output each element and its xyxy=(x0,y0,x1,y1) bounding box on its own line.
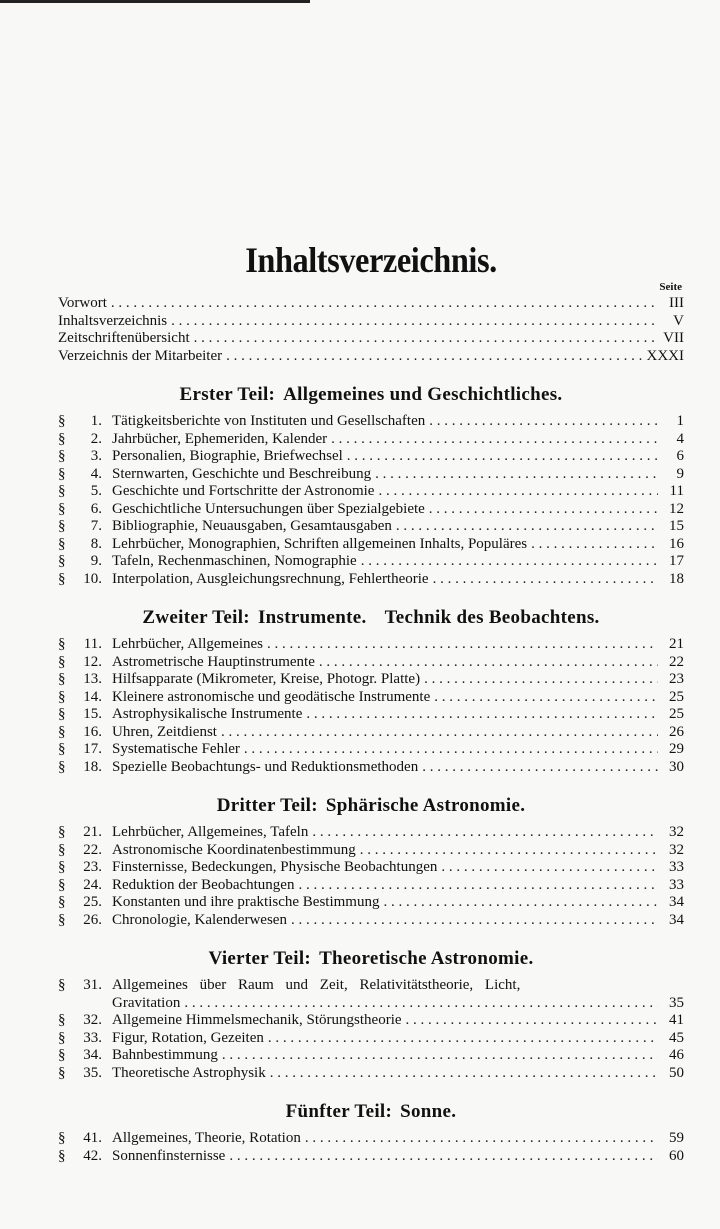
section-number: 2. xyxy=(90,430,102,447)
page-number: 45 xyxy=(669,1029,684,1046)
entry-label: Vorwort xyxy=(58,295,107,311)
page-number: 25 xyxy=(669,688,684,705)
page-number: 6 xyxy=(676,448,684,464)
entry-label: Spezielle Beobachtungs- und Reduktionsmethoden xyxy=(112,758,419,775)
section-sign: § xyxy=(58,518,66,534)
section-sign: § xyxy=(58,1147,66,1164)
section-number: 24. xyxy=(83,876,102,893)
section-sign: § xyxy=(58,483,66,499)
section-sign: § xyxy=(58,465,66,482)
section-number: 22. xyxy=(83,841,102,858)
leader-dots xyxy=(360,842,658,860)
toc-row xyxy=(58,671,684,689)
page-number: 60 xyxy=(669,1147,684,1164)
page-number: 11 xyxy=(669,483,684,499)
leader-dots xyxy=(171,313,658,331)
section-number: 32. xyxy=(83,1012,102,1028)
part-title xyxy=(58,947,684,971)
toc-row xyxy=(58,501,684,519)
page-number: 15 xyxy=(669,518,684,534)
toc-row xyxy=(58,759,684,777)
entry-label: Geschichte und Fortschritte der Astronomie xyxy=(112,483,375,499)
leader-dots xyxy=(375,466,658,484)
entry-label: Sonnenfinsternisse xyxy=(112,1147,226,1164)
entry-label: Theoretische Astrophysik xyxy=(112,1064,266,1081)
part-name: Allgemeines und Geschichtliches. xyxy=(283,384,563,405)
section-number: 18. xyxy=(83,758,102,775)
section-sign: § xyxy=(58,894,66,910)
entry-label: Uhren, Zeitdienst xyxy=(112,723,217,740)
part-title xyxy=(58,606,684,630)
section-number: 23. xyxy=(83,859,102,875)
toc-row xyxy=(58,995,684,1013)
page-number: 26 xyxy=(669,723,684,740)
section-number: 9. xyxy=(90,553,102,569)
section-number: 25. xyxy=(83,894,102,910)
section-number: 26. xyxy=(83,911,102,928)
entry-label: Lehrbücher, Allgemeines xyxy=(112,636,264,652)
toc-row xyxy=(58,466,684,484)
leader-dots xyxy=(361,553,658,571)
toc-row xyxy=(58,1148,684,1166)
section-number: 42. xyxy=(83,1147,102,1164)
section-sign: § xyxy=(58,553,66,569)
section-number: 1. xyxy=(90,413,102,429)
page-number: 32 xyxy=(669,824,684,840)
page-number: 4 xyxy=(676,430,684,447)
leader-dots xyxy=(429,501,658,519)
toc-row xyxy=(58,1065,684,1083)
leader-dots xyxy=(270,1065,658,1083)
toc-row xyxy=(58,977,684,995)
toc-row xyxy=(58,724,684,742)
section-sign: § xyxy=(58,1029,66,1046)
leader-dots xyxy=(244,741,658,759)
toc-row xyxy=(58,295,684,313)
section-sign: § xyxy=(58,570,66,587)
part-name: Instrumente. xyxy=(257,607,367,628)
leader-dots xyxy=(441,859,658,877)
toc-row xyxy=(58,571,684,589)
section-number: 14. xyxy=(83,688,102,705)
toc-row xyxy=(58,842,684,860)
page-number: 59 xyxy=(669,1130,684,1146)
toc-row xyxy=(58,877,684,895)
entry-label: Hilfsapparate (Mikrometer, Kreise, Photogr. Platte) xyxy=(112,671,421,687)
entry-label: Jahrbücher, Ephemeriden, Kalender xyxy=(112,430,328,447)
part-label: Dritter Teil: xyxy=(216,795,318,816)
section-number: 5. xyxy=(90,483,102,499)
part-name: Sphärische Astronomie. xyxy=(325,795,526,816)
leader-dots xyxy=(331,431,658,449)
section-sign: § xyxy=(58,535,66,552)
page-number: 46 xyxy=(669,1047,684,1063)
section-sign: § xyxy=(58,653,66,670)
toc-row xyxy=(58,894,684,912)
page-number: 18 xyxy=(669,570,684,587)
entry-label: Personalien, Biographie, Briefwechsel xyxy=(112,448,343,464)
entry-label: Astrometrische Hauptinstrumente xyxy=(112,653,315,670)
page-number: 1 xyxy=(676,413,684,429)
toc-row xyxy=(58,448,684,466)
entry-label: Bibliographie, Neuausgaben, Gesamtausgaben xyxy=(112,518,392,534)
toc-row xyxy=(58,741,684,759)
leader-dots xyxy=(291,912,658,930)
section-number: 8. xyxy=(90,535,102,552)
page-number: V xyxy=(673,312,684,329)
leader-dots xyxy=(429,413,658,431)
section-sign: § xyxy=(58,758,66,775)
leader-dots xyxy=(383,894,658,912)
part-title xyxy=(58,1100,684,1124)
section-sign: § xyxy=(58,688,66,705)
leader-dots xyxy=(229,1148,658,1166)
page-number: XXXI xyxy=(646,347,684,364)
entry-label: Zeitschriftenübersicht xyxy=(58,330,190,346)
part-name: Sonne. xyxy=(400,1101,457,1122)
page-number: 12 xyxy=(669,500,684,517)
toc-row xyxy=(58,553,684,571)
entry-label: Lehrbücher, Monographien, Schriften allgemeinen Inhalts, Populäres xyxy=(112,535,528,552)
seite-label: Seite xyxy=(659,281,682,293)
part-label: Vierter Teil: xyxy=(208,948,312,969)
section-sign: § xyxy=(58,1064,66,1081)
section-sign: § xyxy=(58,876,66,893)
page-number: 50 xyxy=(669,1064,684,1081)
page-number: 35 xyxy=(669,994,684,1011)
section-sign: § xyxy=(58,706,66,722)
toc-row xyxy=(58,1030,684,1048)
section-number: 33. xyxy=(83,1029,102,1046)
section-number: 34. xyxy=(83,1047,102,1063)
entry-label: Figur, Rotation, Gezeiten xyxy=(112,1029,264,1046)
entry-label: Chronologie, Kalenderwesen xyxy=(112,911,287,928)
leader-dots xyxy=(378,483,658,501)
part-name: Theoretische Astronomie. xyxy=(319,948,534,969)
entry-label: Inhaltsverzeichnis xyxy=(58,312,168,329)
section-number: 35. xyxy=(83,1064,102,1081)
section-sign: § xyxy=(58,671,66,687)
page-number: 17 xyxy=(669,553,684,569)
toc-row xyxy=(58,536,684,554)
section-sign: § xyxy=(58,824,66,840)
page-number: 9 xyxy=(676,465,684,482)
table-of-contents xyxy=(58,240,684,1165)
leader-dots xyxy=(319,654,658,672)
leader-dots xyxy=(267,636,658,654)
top-rule xyxy=(0,0,310,3)
entry-label: Sternwarten, Geschichte und Beschreibung xyxy=(112,465,372,482)
toc-row xyxy=(58,1047,684,1065)
toc-row xyxy=(58,654,684,672)
entry-label: Lehrbücher, Allgemeines, Tafeln xyxy=(112,824,309,840)
section-sign: § xyxy=(58,500,66,517)
section-sign: § xyxy=(58,430,66,447)
entry-label: Allgemeines, Theorie, Rotation xyxy=(112,1130,301,1146)
toc-row xyxy=(58,483,684,501)
page-title: Inhaltsverzeichnis. xyxy=(245,240,497,280)
section-sign: § xyxy=(58,1047,66,1063)
toc-row xyxy=(58,1012,684,1030)
toc-row xyxy=(58,313,684,331)
toc-row xyxy=(58,859,684,877)
leader-dots xyxy=(422,759,658,777)
section-number: 31. xyxy=(83,977,102,993)
section-number: 12. xyxy=(83,653,102,670)
leader-dots xyxy=(226,348,642,366)
front-matter-list xyxy=(58,295,684,365)
section-number: 7. xyxy=(90,518,102,534)
entry-label: Allgemeines über Raum und Zeit, Relativitätstheorie, Licht, xyxy=(112,977,521,993)
toc-row xyxy=(58,413,684,431)
entry-label: Systematische Fehler xyxy=(112,741,240,757)
leader-dots xyxy=(111,295,658,313)
entry-label: Tätigkeitsberichte von Instituten und Gesellschaften xyxy=(112,413,426,429)
page-number: 25 xyxy=(669,706,684,722)
section-sign: § xyxy=(58,636,66,652)
section-number: 41. xyxy=(83,1130,102,1146)
page-number: 23 xyxy=(669,671,684,687)
leader-dots xyxy=(424,671,658,689)
entry-label: Allgemeine Himmelsmechanik, Störungstheorie xyxy=(112,1012,402,1028)
page-number: 34 xyxy=(669,911,684,928)
leader-dots xyxy=(268,1030,658,1048)
toc-row xyxy=(58,706,684,724)
leader-dots xyxy=(434,689,658,707)
entry-label: Finsternisse, Bedeckungen, Physische Beobachtungen xyxy=(112,859,438,875)
toc-row xyxy=(58,636,684,654)
section-sign: § xyxy=(58,859,66,875)
toc-row xyxy=(58,824,684,842)
page-number: 34 xyxy=(669,894,684,910)
section-sign: § xyxy=(58,1012,66,1028)
part-label: Fünfter Teil: xyxy=(285,1101,393,1122)
section-number: 4. xyxy=(90,465,102,482)
section-number: 3. xyxy=(90,448,102,464)
section-sign: § xyxy=(58,977,66,993)
toc-row xyxy=(58,330,684,348)
entry-label: Reduktion der Beobachtungen xyxy=(112,876,295,893)
page-number: 21 xyxy=(669,636,684,652)
page-number: 16 xyxy=(669,535,684,552)
section-number: 11. xyxy=(83,636,102,652)
part-subname: Technik des Beobachtens. xyxy=(384,607,600,628)
toc-row xyxy=(58,431,684,449)
section-number: 16. xyxy=(83,723,102,740)
leader-dots xyxy=(298,877,658,895)
leader-dots xyxy=(306,706,658,724)
entry-label: Astronomische Koordinatenbestimmung xyxy=(112,841,356,858)
page-number: 33 xyxy=(669,876,684,893)
section-sign: § xyxy=(58,741,66,757)
toc-row xyxy=(58,348,684,366)
leader-dots xyxy=(221,724,658,742)
entry-label: Tafeln, Rechenmaschinen, Nomographie xyxy=(112,553,357,569)
part-label: Erster Teil: xyxy=(179,384,276,405)
section-sign: § xyxy=(58,413,66,429)
section-sign: § xyxy=(58,841,66,858)
page-number: 30 xyxy=(669,758,684,775)
section-number: 10. xyxy=(83,570,102,587)
section-sign: § xyxy=(58,723,66,740)
leader-dots xyxy=(396,518,658,536)
leader-dots xyxy=(312,824,658,842)
section-number: 6. xyxy=(90,500,102,517)
leader-dots xyxy=(433,571,658,589)
section-sign: § xyxy=(58,448,66,464)
entry-label: Verzeichnis der Mitarbeiter xyxy=(58,347,223,364)
section-number: 13. xyxy=(83,671,102,687)
leader-dots xyxy=(406,1012,658,1030)
entry-label: Interpolation, Ausgleichungsrechnung, Fehlertheorie xyxy=(112,570,429,587)
leader-dots xyxy=(184,995,658,1013)
page-number: 41 xyxy=(669,1012,684,1028)
section-number: 15. xyxy=(83,706,102,722)
leader-dots xyxy=(531,536,658,554)
part-title xyxy=(58,383,684,407)
leader-dots xyxy=(347,448,658,466)
section-sign: § xyxy=(58,911,66,928)
section-number: 17. xyxy=(83,741,102,757)
entry-label: Geschichtliche Untersuchungen über Spezialgebiete xyxy=(112,500,425,517)
parts-list xyxy=(58,383,684,1165)
part-label: Zweiter Teil: xyxy=(142,607,250,628)
entry-label: Kleinere astronomische und geodätische Instrumente xyxy=(112,688,431,705)
section-number: 21. xyxy=(83,824,102,840)
page-number: 32 xyxy=(669,841,684,858)
entry-label: Konstanten und ihre praktische Bestimmung xyxy=(112,894,380,910)
entry-label: Astrophysikalische Instrumente xyxy=(112,706,303,722)
leader-dots xyxy=(305,1130,658,1148)
page-number: VII xyxy=(663,330,684,346)
leader-dots xyxy=(194,330,658,348)
page-number: III xyxy=(669,295,684,311)
page-number: 29 xyxy=(669,741,684,757)
entry-label: Bahnbestimmung xyxy=(112,1047,218,1063)
toc-row xyxy=(58,518,684,536)
entry-label-continued: Gravitation xyxy=(112,994,181,1011)
toc-row xyxy=(58,912,684,930)
section-sign: § xyxy=(58,1130,66,1146)
leader-dots xyxy=(222,1047,658,1065)
page-number: 33 xyxy=(669,859,684,875)
part-title xyxy=(58,794,684,818)
page-number: 22 xyxy=(669,653,684,670)
toc-row xyxy=(58,689,684,707)
toc-row xyxy=(58,1130,684,1148)
